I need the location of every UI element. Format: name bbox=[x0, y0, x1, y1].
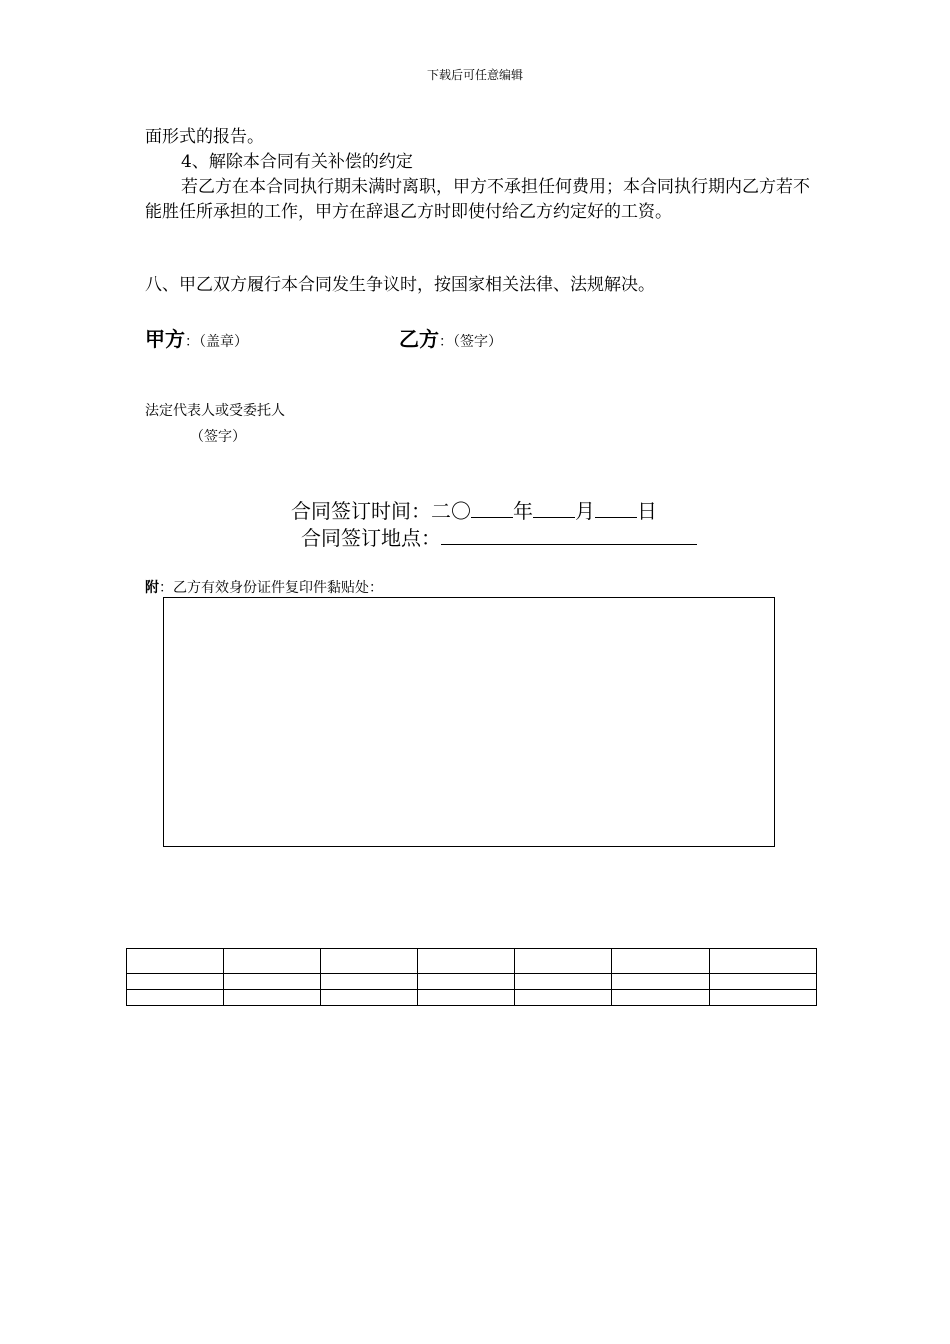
attachment-text: ：乙方有效身份证件复印件黏贴处： bbox=[159, 580, 383, 596]
table-cell bbox=[515, 990, 612, 1006]
table-cell bbox=[224, 990, 321, 1006]
place-blank bbox=[441, 526, 697, 545]
attachment-label bbox=[145, 577, 383, 597]
party-b-label: 乙方 bbox=[399, 327, 439, 351]
clause-4-text: 若乙方在本合同执行期未满时离职，甲方不承担任何费用；本合同执行期内乙方若不能胜任所承担的工作，甲方在辞退乙方时即使付给乙方约定好的工资。 bbox=[145, 177, 810, 222]
id-copy-paste-box bbox=[163, 597, 775, 847]
party-a-note: ：（盖章） bbox=[185, 334, 248, 350]
table-cell bbox=[710, 974, 817, 990]
table-cell bbox=[612, 974, 710, 990]
signing-date-prefix: 二〇 bbox=[431, 499, 471, 523]
month-label: 月 bbox=[575, 499, 595, 523]
table-cell bbox=[321, 990, 418, 1006]
table-cell bbox=[127, 990, 224, 1006]
table-cell bbox=[418, 949, 515, 974]
legal-representative: 法定代表人或受委托人 bbox=[145, 403, 285, 419]
month-blank bbox=[533, 499, 575, 518]
table-cell bbox=[321, 949, 418, 974]
party-a bbox=[145, 323, 248, 352]
signing-date bbox=[291, 495, 657, 524]
party-b bbox=[399, 323, 502, 352]
table-cell bbox=[418, 990, 515, 1006]
signing-place bbox=[301, 522, 697, 551]
party-b-note: ：（签字） bbox=[439, 334, 502, 350]
signing-place-label: 合同签订地点： bbox=[301, 526, 441, 550]
table-cell bbox=[418, 974, 515, 990]
table-row bbox=[127, 949, 817, 974]
signing-date-label: 合同签订时间： bbox=[291, 499, 431, 523]
table-cell bbox=[612, 990, 710, 1006]
table-cell bbox=[515, 949, 612, 974]
table-cell bbox=[224, 974, 321, 990]
footer-table bbox=[126, 948, 817, 1006]
party-a-label: 甲方 bbox=[145, 327, 185, 351]
table-cell bbox=[710, 990, 817, 1006]
table-cell bbox=[127, 949, 224, 974]
year-blank bbox=[471, 499, 513, 518]
article-8: 八、甲乙双方履行本合同发生争议时，按国家相关法律、法规解决。 bbox=[145, 275, 655, 295]
year-label: 年 bbox=[513, 499, 533, 523]
table-cell bbox=[224, 949, 321, 974]
table-cell bbox=[515, 974, 612, 990]
clause-4-title: 4、解除本合同有关补偿的约定 bbox=[181, 152, 413, 172]
day-blank bbox=[595, 499, 637, 518]
page-header: 下载后可任意编辑 bbox=[426, 68, 523, 82]
day-label: 日 bbox=[637, 499, 657, 523]
table-cell bbox=[321, 974, 418, 990]
table-cell bbox=[612, 949, 710, 974]
table-cell bbox=[127, 974, 224, 990]
table-cell bbox=[710, 949, 817, 974]
report-line: 面形式的报告。 bbox=[145, 127, 264, 147]
table-row bbox=[127, 974, 817, 990]
table-row bbox=[127, 990, 817, 1006]
attachment-bold: 附 bbox=[145, 580, 159, 596]
legal-representative-sign: （签字） bbox=[190, 429, 246, 445]
